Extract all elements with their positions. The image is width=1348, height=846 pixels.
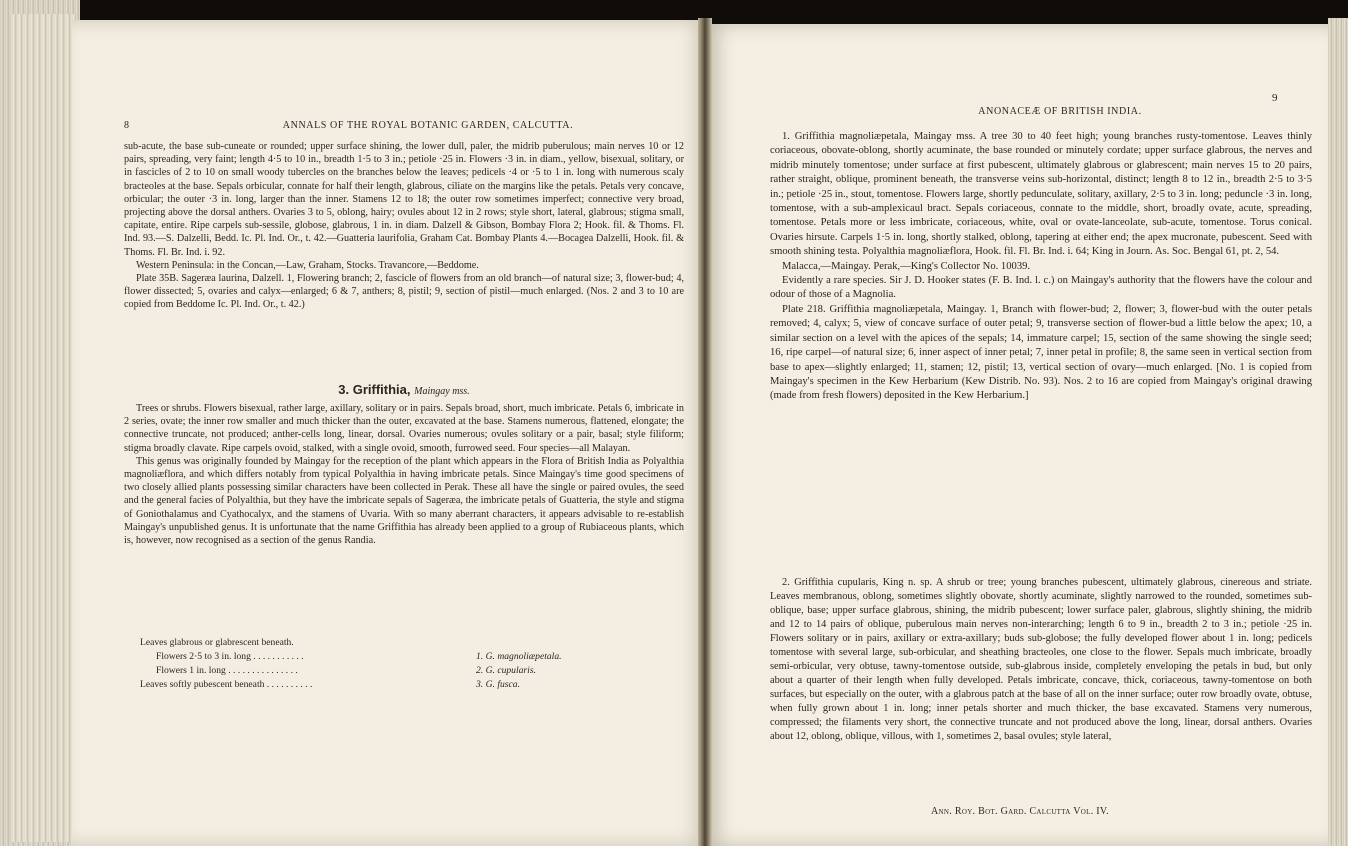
left-page-number: 8	[124, 120, 130, 131]
key-lead: Flowers 2·5 to 3 in. long . . . . . . . . . . .	[156, 651, 304, 662]
left-page-edges	[0, 0, 80, 846]
left-text-block-1	[124, 140, 684, 312]
left-page-edges-inner	[12, 14, 76, 842]
left-para-1: sub-acute, the base sub-cuneate or rounded; upper surface shining, the lower dull, paler, the midrib puberulous; main nerves 10 or 12 pairs, spreading, very faint; length 4·5 to 10 in., breadth 1·5 to 3 in.; petiole ·25 in. Flowers ·3 in. in diam., yellow, bisexual, solitary, or in fascicles of 2 to 10 on small woody tubercles on the branches below the leaves; pedicels ·4 or ·5 to 1 in. long with numerous scaly bracteoles at the base. Sepals orbicular, connate for half their length, glabrous, ciliate on the margins like the petals. Petals very concave, orbicular; the outer ·3 in. long, larger than the inner. Stamens 12 to 18; the outer row sometimes imperfect; connective very broad, projecting above the dorsal anthers. Ovaries 3 to 5, oblong, hairy; ovules about 12 in 2 rows; style short, lateral, glabrous; stigma small, capitate, entire. Ripe carpels sub-sessile, globose, glabrous, 1 in. in diam. Dalzell & Gibson, Bombay Flora 2; Hook. fil. & Thoms. Fl. Ind. 93.—S. Dalzelli, Bedd. Ic. Pl. Ind. Or., t. 42.—Guatteria laurifolia, Graham Cat. Bombay Plants 4.—Bocagea Dalzelli, Hook. fil. & Thoms. Fl. Br. Ind. i. 92.	[124, 141, 684, 258]
key-result: 3. G. fusca.	[476, 679, 520, 690]
right-para-4: Plate 218. Griffithia magnoliæpetala, Maingay. 1, Branch with flower-bud; 2, flower; 3, flower-bud with the outer petals removed; 4, calyx; 5, view of concave surface of outer petal; 9, transverse section of flower-bud a little below the apex; 10, a similar section on a level with the apices of the sepals; 14, immature carpel; 15, section of the same showing the single seed; 16, ripe carpel—of natural size; 6, inner aspect of inner petal; 7, inner petal in profile; 8, the same seen in vertical section from base to apex—slightly enlarged; 11, stamen; 12, pistil; 13, vertical section of ovary—much enlarged. [No. 1 is copied from Maingay's specimen in the Kew Herbarium (Kew Distrib. No. 93). Nos. 2 to 16 are copied from Maingay's original drawing (made from fresh flowers) deposited in the Kew Herbarium.]	[770, 303, 1312, 402]
right-para-5: 2. Griffithia cupularis, King n. sp. A shrub or tree; young branches pubescent, ultimately glabrous, cinereous and striate. Leaves membranous, oblong, sometimes slightly obovate, shortly acuminate, slightly narrowed to the rounded, sometimes sub-oblique, base; upper surface glabrous, shining, the midrib pubescent; lower surface paler, glabrous, slightly shining, the midrib and 12 to 14 pairs of oblique, puberulous main nerves non-interarching; length 6 to 9 in., breadth 2 to 3 in.; petiole ·25 in. Flowers solitary or in pairs, axillary or extra-axillary; buds sub-globose; the fully developed flower about 1 in. long; pedicels tomentose with several large, sub-orbicular, and sheathing bracteoles, one close to the flower. Sepals much imbricate, broadly semi-orbicular, very obtuse, tawny-tomentose outside, sub-glabrous inside, completely enveloping the petals in bud, but only about a quarter of their length when fully developed. Petals imbricate, concave, thick, coriaceous, tawny-tomentose on both surfaces, but especially on the outer, with a glabrous patch at the base of all on the inner surface; outer row broadly ovate, obtuse, when fully grown about 1 in. long; inner petals shorter and much thicker, the base excavated. Stamens very numerous, compressed; the filaments very short, the connective truncate and not produced above the long, linear, dorsal anthers. Ovaries about 12, oblong, oblique, villous, with 1, sometimes 2, basal ovules; style lateral,	[770, 577, 1312, 742]
left-running-head: ANNALS OF THE ROYAL BOTANIC GARDEN, CALCUTTA.	[282, 120, 574, 131]
left-para-3: Plate 35B. Sageræa laurina, Dalzell. 1, Flowering branch; 2, fascicle of flowers from an old branch—of natural size; 3, flower-bud; 4, flower dissected; 5, ovaries and calyx—enlarged; 6 & 7, anthers; 8, pistil; 9, section of pistil—much enlarged. (Nos. 2 and 3 to 10 are copied from Beddome Ic. Pl. Ind. Or., t. 42.)	[124, 273, 684, 311]
left-para-4: Trees or shrubs. Flowers bisexual, rather large, axillary, solitary or in pairs. Sepals broad, short, much imbricate. Petals 6, imbricate in 2 series, ovate; the inner row smaller and much thicker than the outer, excavated at the base. Stamens numerous, flattened, elongate; the connective truncate, not produced; anther-cells long, linear, dorsal. Ovaries numerous; ovules solitary or a pair, basal; style filiform; stigma broadly clavate. Ripe carpels ovoid, stalked, with a single ovoid, smooth, furrowed seed. Four species—all Malayan.	[124, 403, 684, 454]
key-row	[140, 678, 680, 692]
key-intro-row	[140, 636, 680, 650]
key-lead: Leaves softly pubescent beneath . . . . . . . . . .	[140, 679, 313, 690]
left-text-block-2	[124, 402, 684, 547]
genus-heading-author: Maingay mss.	[414, 386, 470, 397]
genus-heading	[124, 382, 684, 397]
left-para-2: Western Peninsula: in the Concan,—Law, Graham, Stocks. Travancore,—Beddome.	[136, 259, 479, 271]
right-para-2: Malacca,—Maingay. Perak,—King's Collector No. 10039.	[782, 260, 1031, 272]
right-page-edges	[1328, 18, 1348, 846]
key-result: 2. G. cupularis.	[476, 665, 536, 676]
key-row	[140, 664, 680, 678]
key-row	[140, 650, 680, 664]
right-text-block-2	[770, 576, 1312, 744]
key-lead: Flowers 1 in. long . . . . . . . . . . . . . . .	[156, 665, 298, 676]
genus-heading-text: 3. Griffithia,	[338, 382, 411, 397]
right-text-block-1	[770, 130, 1312, 404]
book-gutter	[698, 18, 712, 846]
right-para-3: Evidently a rare species. Sir J. D. Hooker states (F. B. Ind. l. c.) on Maingay's authority that the flowers have the colour and odour of those of a Magnolia.	[770, 275, 1312, 301]
right-running-head: ANONACEÆ OF BRITISH INDIA.	[978, 106, 1142, 117]
right-page-number: 9	[1272, 92, 1278, 104]
species-key	[140, 636, 680, 692]
key-result: 1. G. magnoliæpetala.	[476, 651, 562, 662]
right-para-1: 1. Griffithia magnoliæpetala, Maingay mss. A tree 30 to 40 feet high; young branches rusty-tomentose. Leaves thinly coriaceous, obovate-oblong, shortly acuminate, the base rounded or minutely cordate; upper surface glabrous, the nerves and midrib minutely tomentose; under surface at first pubescent, ultimately glabrous or glabrescent; main nerves 15 to 20 pairs, rather straight, oblique, prominent beneath, the transverse veins sub-horizontal, distinct; length 8 to 12 in., breadth 2·5 to 3·5 in.; petiole ·25 in., stout, tomentose. Flowers large, shortly pedunculate, solitary, axillary, 2·5 to 3 in. long; peduncle ·3 in. long, tomentose, with a sub-amplexicaul bract. Sepals coriaceous, connate to the middle, short, broadly ovate, acute, spreading, tomentose. Petals more or less imbricate, coriaceous, white, oval or ovate-lanceolate, sub-acute, tomentose. Torus conical. Ovaries hirsute. Carpels 1·5 in. long, shortly stalked, oblong, tapering at either end; the apex mucronate, pubescent. Seed with smooth shining testa. Polyalthia magnoliæflora, Hook. fil. Fl. Br. Ind. i. 64; King in Journ. As. Soc. Bengal 61, pt. 2, 54.	[770, 131, 1312, 258]
key-intro: Leaves glabrous or glabrescent beneath.	[140, 637, 294, 648]
left-para-5: This genus was originally founded by Maingay for the reception of the plant which appears in the Flora of British India as Polyalthia magnoliæflora, and which differs notably from typical Polyalthia in having imbricate petals. Since Maingay's time good specimens of two closely allied plants possessing similar characters have been collected in Perak. These all have the single or paired ovules, the seed and the general facies of Polyalthia, but they have the imbricate sepals of Sageræa, the imbricate petals of Guatteria, the style and stigma of Goniothalamus and Cyathocalyx, and the stamens of Uvaria. With so many aberrant characters, it appears advisable to re-establish Maingay's unpublished genus. It is unfortunate that the name Griffithia has already been applied to a group of Rubiaceous plants, which is, however, now recognised as a section of the genus Randia.	[124, 455, 684, 547]
right-footer: Ann. Roy. Bot. Gard. Calcutta Vol. IV.	[931, 806, 1109, 817]
